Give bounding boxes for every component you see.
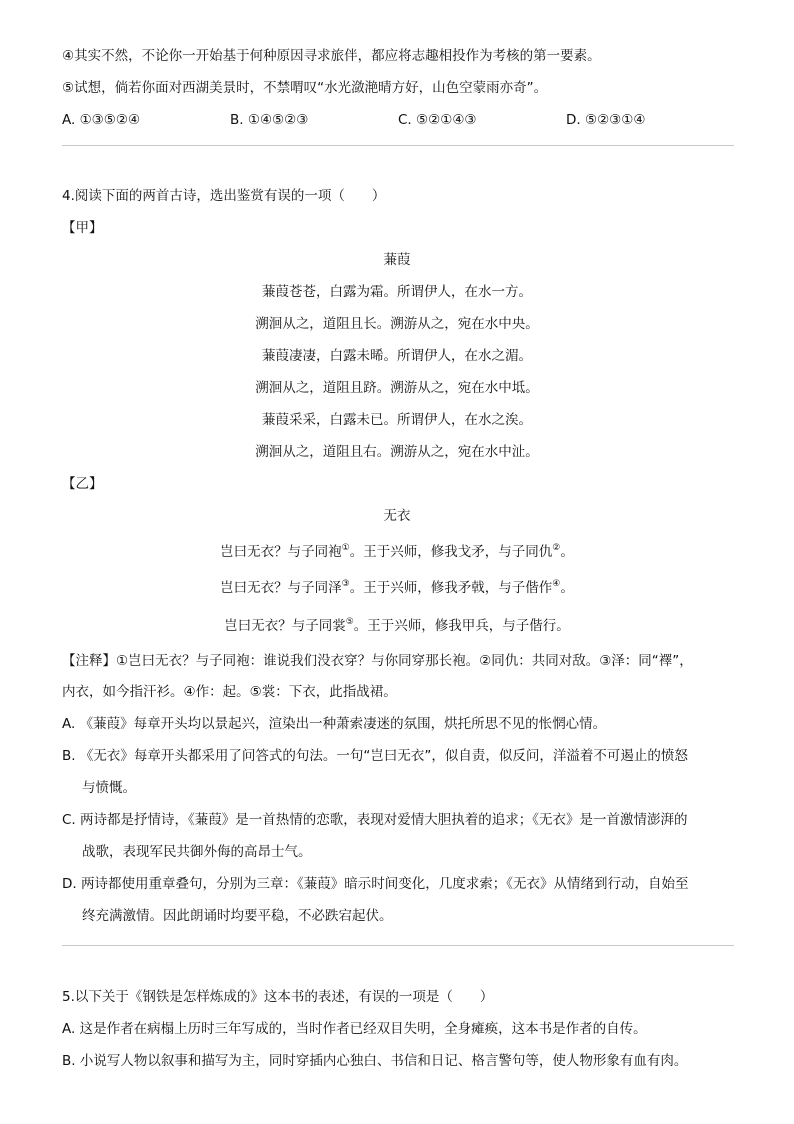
q3-option-a[interactable]: A. ①③⑤②④ xyxy=(62,112,141,128)
q3-option-d[interactable]: D. ⑤②③①④ xyxy=(566,112,646,128)
q3-sentence-5: ⑤试想，倘若你面对西湖美景时，不禁喟叹“水光潋滟晴方好，山色空蒙雨亦奇”。 xyxy=(62,80,548,96)
q5-stem: 5.以下关于《钢铁是怎样炼成的》这本书的表述，有误的一项是（ ） xyxy=(62,989,494,1005)
footnote-marker: ② xyxy=(552,543,561,553)
poem1-line: 溯洄从之，道阻且长。溯游从之，宛在水中央。 xyxy=(255,316,539,332)
q4-option-c[interactable]: C. 两诗都是抒情诗，《蒹葭》是一首热情的恋歌，表现对爱情大胆执着的追求；《无衣》是一首激情澎湃的 xyxy=(62,812,688,828)
footnote-marker: ⑤ xyxy=(345,617,354,627)
footnote-marker: ① xyxy=(341,543,350,553)
q4-option-c-cont[interactable]: 战歌，表现军民共御外侮的高昂士气。 xyxy=(82,844,312,860)
poem2-text: 岂曰无衣？与子同袍 xyxy=(220,544,342,560)
poem2-text: 。王于兴师，修我矛戟，与子偕作 xyxy=(349,580,553,596)
q4-option-b[interactable]: B. 《无衣》每章开头都采用了问答式的句法。一句“岂曰无衣”，似自责，似反问，洋溢着不可遏止的愤怒 xyxy=(62,748,688,764)
poem1-title: 蒹葭 xyxy=(383,252,411,268)
poem2-line xyxy=(0,578,794,598)
poem2-text: 岂曰无衣？与子同裳 xyxy=(224,618,346,634)
annotation-line: 【注释】①岂曰无衣？与子同袍：谁说我们没衣穿？与你同穿那长袍。②同仇：共同对敌。③泽：同“襗”， xyxy=(62,653,693,669)
poem2-text: 岂曰无衣？与子同泽 xyxy=(220,580,342,596)
section-divider xyxy=(62,945,734,946)
poem2-text: 。王于兴师，修我甲兵，与子偕行。 xyxy=(353,618,570,634)
poem2-title: 无衣 xyxy=(383,508,411,524)
poem1-line: 蒹葭凄凄，白露未晞。所谓伊人，在水之湄。 xyxy=(262,348,532,364)
poem2-line xyxy=(0,542,794,562)
poem1-line: 蒹葭苍苍，白露为霜。所谓伊人，在水一方。 xyxy=(262,284,532,300)
q4-stem: 4.阅读下面的两首古诗，选出鉴赏有误的一项（ ） xyxy=(62,188,386,204)
q5-option-a[interactable]: A. 这是作者在病榻上历时三年写成的，当时作者已经双目失明，全身瘫痪，这本书是作者的自传。 xyxy=(62,1021,647,1037)
poem2-text: 。王于兴师，修我戈矛，与子同仇 xyxy=(349,544,553,560)
section-divider xyxy=(62,145,734,146)
q5-option-b[interactable]: B. 小说写人物以叙事和描写为主，同时穿插内心独白、书信和日记、格言警句等，使人物形象有血有肉。 xyxy=(62,1053,688,1069)
q4-option-b-cont[interactable]: 与愤慨。 xyxy=(82,780,136,796)
q3-option-b[interactable]: B. ①④⑤②③ xyxy=(230,112,309,128)
poem2-text: 。 xyxy=(560,544,574,560)
q3-option-c[interactable]: C. ⑤②①④③ xyxy=(398,112,477,128)
poem1-label: 【甲】 xyxy=(62,220,103,236)
footnote-marker: ④ xyxy=(552,579,561,589)
poem1-line: 溯洄从之，道阻且右。溯游从之，宛在水中沚。 xyxy=(255,444,539,460)
q4-option-d-cont[interactable]: 终充满激情。因此朗诵时均要平稳，不必跌宕起伏。 xyxy=(82,908,393,924)
poem2-line xyxy=(0,616,794,636)
q4-option-a[interactable]: A. 《蒹葭》每章开头均以景起兴，渲染出一种萧索凄迷的氛围，烘托所思不见的怅惘心情。 xyxy=(62,716,607,732)
poem1-line: 溯洄从之，道阻且跻。溯游从之，宛在水中坻。 xyxy=(255,380,539,396)
q3-sentence-4: ④其实不然，不论你一开始基于何种原因寻求旅伴，都应将志趣相投作为考核的第一要素。 xyxy=(62,48,601,64)
footnote-marker: ③ xyxy=(341,579,350,589)
q4-option-d[interactable]: D. 两诗都使用重章叠句，分别为三章：《蒹葭》暗示时间变化，几度求索；《无衣》从情绪到行动，自始至 xyxy=(62,876,689,892)
poem2-label: 【乙】 xyxy=(62,476,103,492)
poem1-line: 蒹葭采采，白露未已。所谓伊人，在水之涘。 xyxy=(262,412,532,428)
poem2-text: 。 xyxy=(560,580,574,596)
annotation-line: 内衣，如今指汗衫。④作：起。⑤裳：下衣，此指战裙。 xyxy=(62,684,397,700)
